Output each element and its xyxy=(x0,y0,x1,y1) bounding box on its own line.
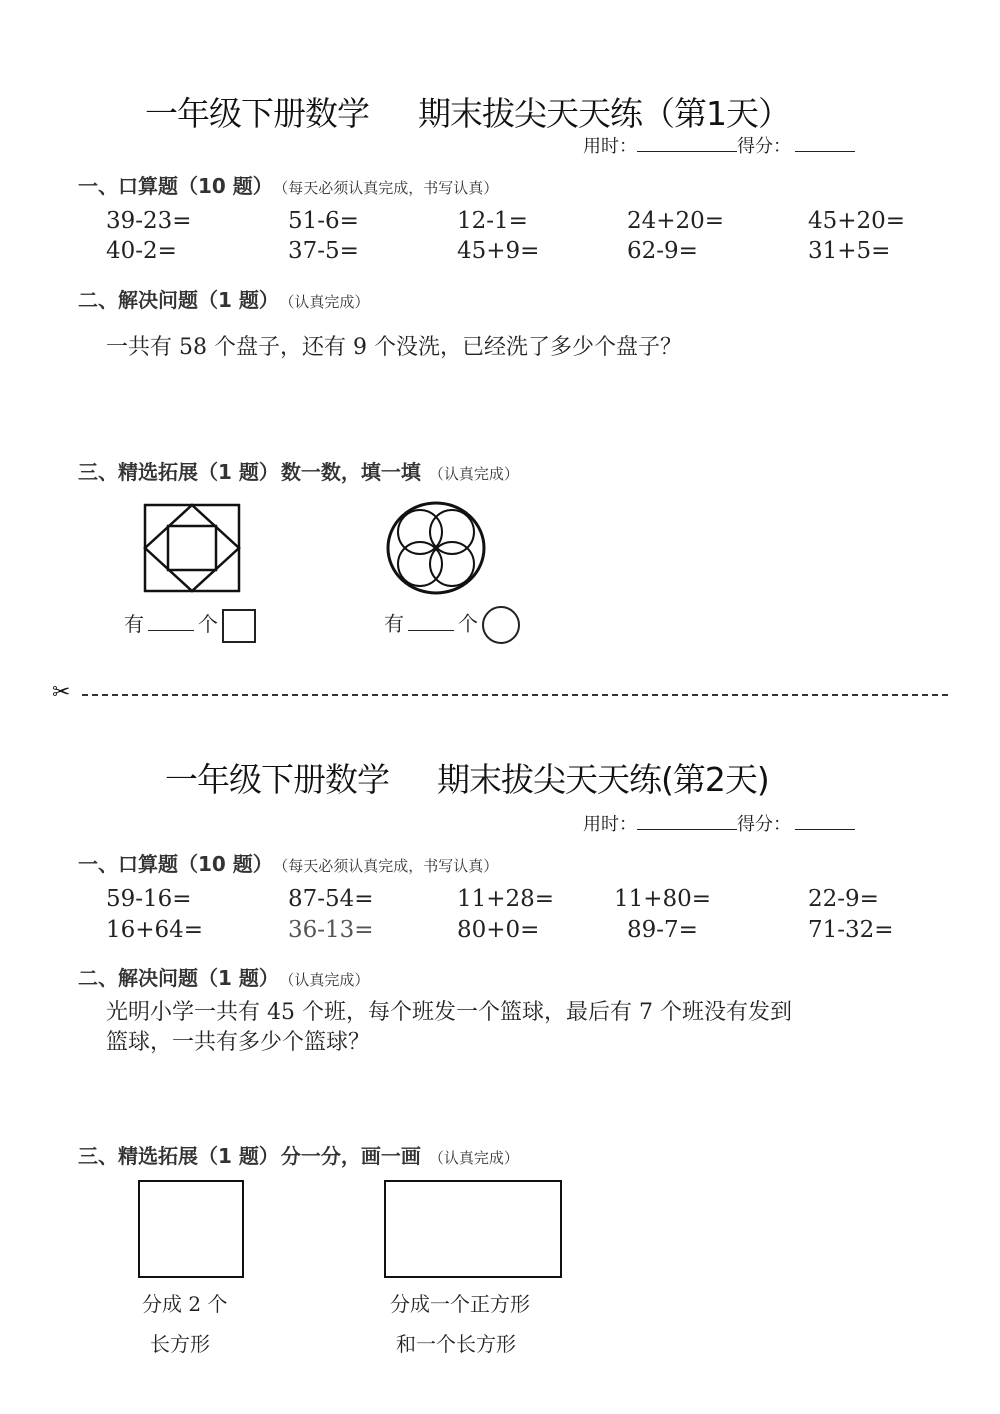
day1-section2-heading xyxy=(78,284,369,313)
day1-meta xyxy=(583,132,855,158)
inner-circle xyxy=(430,542,474,586)
day2-title-right: 期末拔尖天天练(第2天) xyxy=(437,760,769,799)
equation: 51-6= xyxy=(288,208,359,234)
score-label: 得分： xyxy=(737,136,791,157)
equation: 45+20= xyxy=(808,208,906,234)
equation: 45+9= xyxy=(457,238,540,264)
section-note: （认真完成） xyxy=(428,465,519,483)
equation: 31+5= xyxy=(808,238,891,264)
equation: 12-1= xyxy=(457,208,528,234)
day2-word-problem-line1: 光明小学一共有 45 个班，每个班发一个篮球，最后有 7 个班没有发到 xyxy=(106,1000,792,1025)
rectangle-to-divide[interactable] xyxy=(384,1180,562,1278)
equation: 22-9= xyxy=(808,886,879,912)
day1-word-problem: 一共有 58 个盘子，还有 9 个没洗，已经洗了多少个盘子？ xyxy=(106,335,682,360)
fill-prefix: 有 xyxy=(124,612,144,636)
equation: 80+0= xyxy=(457,917,540,943)
section-subtitle: 分一分，画一画 xyxy=(280,1144,421,1168)
section-title: 三、精选拓展（1 题） xyxy=(78,460,279,484)
answer-blank[interactable] xyxy=(148,612,194,631)
section-title: 三、精选拓展（1 题） xyxy=(78,1144,279,1168)
square-icon xyxy=(222,609,256,643)
square-to-divide[interactable] xyxy=(138,1180,244,1278)
cut-line-divider xyxy=(82,694,948,696)
equation: 11+80= xyxy=(614,886,712,912)
equation: 62-9= xyxy=(627,238,698,264)
time-label: 用时： xyxy=(583,814,637,835)
section-note: （认真完成） xyxy=(428,1149,519,1167)
day2-word-problem-line2: 篮球，一共有多少个篮球？ xyxy=(106,1030,371,1055)
section-note: （每天必须认真完成，书写认真） xyxy=(280,179,499,197)
day2-section1-heading xyxy=(78,848,498,877)
section-title: 一、口算题（10 题） xyxy=(78,174,273,198)
section-title: 二、解决问题（1 题） xyxy=(78,288,279,312)
equation: 71-32= xyxy=(808,917,894,943)
square-caption-line2: 长方形 xyxy=(150,1332,210,1356)
equation: 89-7= xyxy=(627,917,698,943)
equation: 87-54= xyxy=(288,886,374,912)
equation: 59-16= xyxy=(106,886,192,912)
fill-suffix: 个 xyxy=(458,611,478,636)
day2-meta xyxy=(583,810,855,836)
inner-square xyxy=(168,526,216,570)
outer-square xyxy=(145,505,239,591)
count-circles-answer xyxy=(384,606,520,644)
time-blank[interactable] xyxy=(637,135,737,152)
answer-blank[interactable] xyxy=(408,612,454,631)
equation: 39-23= xyxy=(106,208,192,234)
score-label: 得分： xyxy=(737,814,791,835)
rectangle-caption-line2: 和一个长方形 xyxy=(396,1332,516,1356)
day1-section1-heading xyxy=(78,170,498,199)
square-caption-line1: 分成 2 个 xyxy=(142,1292,228,1316)
day2-section2-heading xyxy=(78,962,369,991)
section-subtitle: 数一数，填一填 xyxy=(280,460,421,484)
section-title: 一、口算题（10 题） xyxy=(78,852,273,876)
equation: 11+28= xyxy=(457,886,555,912)
circle-icon xyxy=(482,606,520,644)
count-squares-answer xyxy=(124,608,256,643)
fill-suffix: 个 xyxy=(198,612,218,636)
section-note: （认真完成） xyxy=(286,971,370,989)
section-title: 二、解决问题（1 题） xyxy=(78,966,279,990)
nested-squares-figure xyxy=(140,500,244,596)
score-blank[interactable] xyxy=(795,813,855,830)
fill-prefix: 有 xyxy=(384,611,404,636)
section-note: （每天必须认真完成，书写认真） xyxy=(280,857,499,875)
day1-section3-heading xyxy=(78,456,519,485)
diamond xyxy=(145,505,239,591)
rectangle-caption-line1: 分成一个正方形 xyxy=(390,1292,530,1316)
equation: 40-2= xyxy=(106,238,177,264)
day2-title-left: 一年级下册数学 xyxy=(165,760,389,799)
equation: 36-13= xyxy=(288,917,374,943)
circles-figure xyxy=(382,498,490,598)
day1-title-left: 一年级下册数学 xyxy=(145,94,369,133)
time-label: 用时： xyxy=(583,136,637,157)
equation: 16+64= xyxy=(106,917,204,943)
score-blank[interactable] xyxy=(795,135,855,152)
equation: 24+20= xyxy=(627,208,725,234)
time-blank[interactable] xyxy=(637,813,737,830)
section-note: （认真完成） xyxy=(286,293,370,311)
equation: 37-5= xyxy=(288,238,359,264)
day2-section3-heading xyxy=(78,1140,519,1169)
scissors-icon: ✂ xyxy=(52,680,71,705)
day1-title-right: 期末拔尖天天练（第1天） xyxy=(418,94,790,133)
